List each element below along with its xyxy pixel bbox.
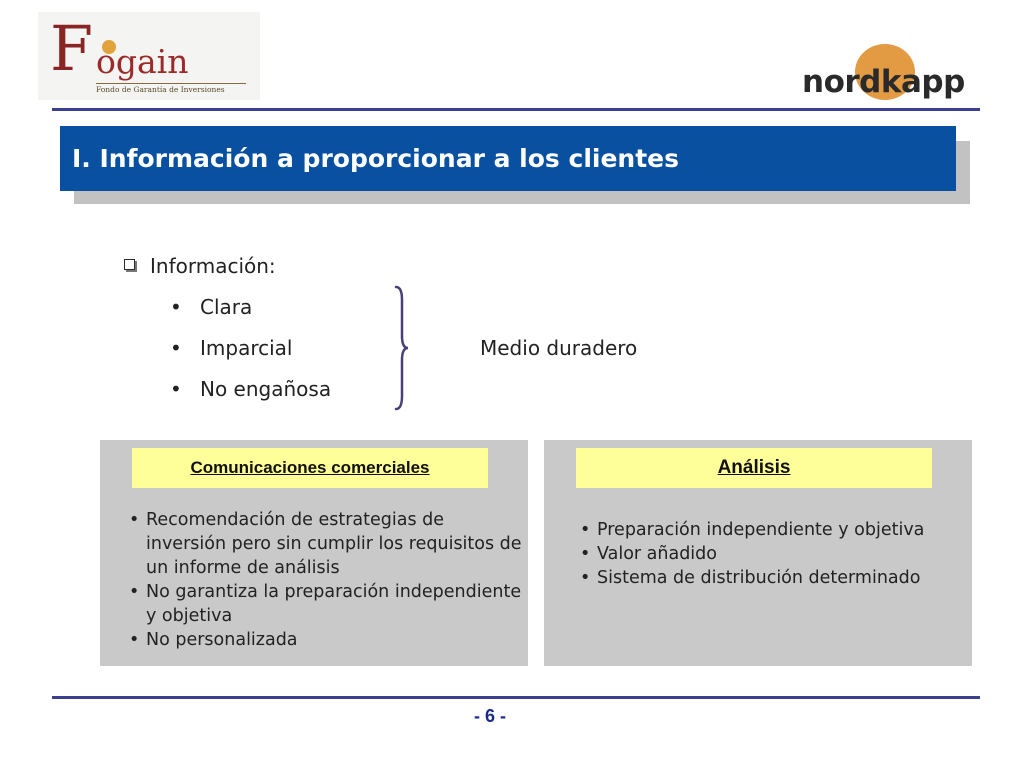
info-item-label: Imparcial [200,336,293,360]
list-item: • Recomendación de estrategias de inversión pero sin cumplir los requisitos de un informe de análisis [127,508,522,580]
info-item [170,377,331,401]
info-side-note: Medio duradero [480,336,638,360]
bullet-icon: • [170,377,182,401]
page-title: I. Información a proporcionar a los clientes [72,144,680,173]
info-item [170,336,292,360]
list-item: • Preparación independiente y objetiva [578,518,963,542]
info-item [170,295,252,319]
panel-label: Comunicaciones comerciales [132,448,488,488]
fogain-logo-divider [96,83,246,84]
panel-comunicaciones [100,440,528,666]
fogain-logo [38,12,260,100]
fogain-logo-initial: F [50,12,94,85]
page-number: - 6 - [473,706,506,726]
fogain-logo-wordmark: ogain [96,42,189,81]
bullet-icon: • [170,336,182,360]
nordkapp-logo [800,44,980,102]
list-item: • Sistema de distribución determinado [578,566,963,590]
title-bar [60,126,956,191]
nordkapp-logo-wordmark: nordkapp [802,64,965,100]
list-item: • Valor añadido [578,542,963,566]
panel-list [127,508,522,652]
panel-label: Análisis [576,448,932,488]
info-item-label: No engañosa [200,377,332,401]
header-divider [52,108,980,111]
info-heading: Información: [150,254,276,278]
bullet-icon: • [170,295,182,319]
checkbox-bullet-icon [124,259,135,270]
right-brace-icon [392,284,416,412]
list-item: • No personalizada [127,628,522,652]
list-item: • No garantiza la preparación independiente y objetiva [127,580,522,628]
panel-analisis [544,440,972,666]
panel-list [578,518,963,590]
fogain-logo-tagline: Fondo de Garantía de Inversiones [96,85,225,94]
footer-divider [52,696,980,699]
info-item-label: Clara [200,295,253,319]
